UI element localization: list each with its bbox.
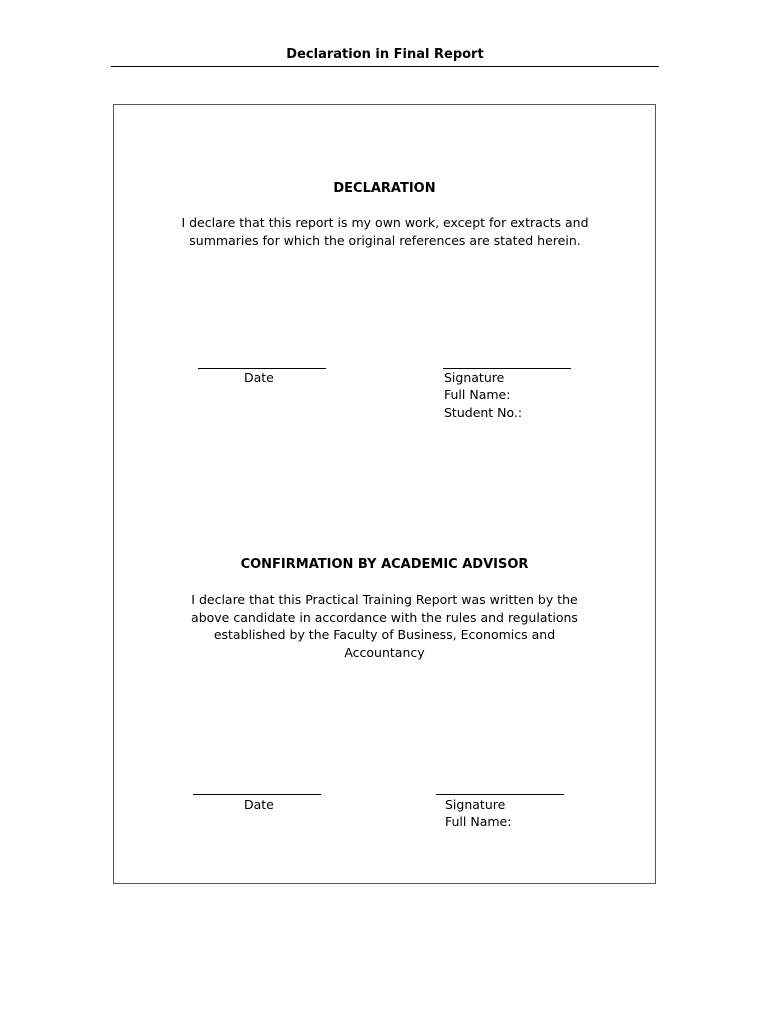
confirmation-date-label: Date [244, 797, 274, 812]
declaration-title: DECLARATION [333, 181, 436, 196]
declaration-date-label: Date [244, 370, 274, 385]
declaration-signature-label: Signature [444, 370, 505, 385]
confirmation-date-line[interactable] [193, 794, 321, 795]
page-title: Declaration in Final Report [286, 47, 484, 62]
declaration-form-frame [113, 104, 656, 884]
confirmation-text: I declare that this Practical Training Report was written by the above candidate in accordance with the rules and regulations established by the Faculty of Business, Economics and Accountancy [191, 592, 578, 660]
declaration-student-no-label: Student No.: [444, 405, 523, 420]
confirmation-title: CONFIRMATION BY ACADEMIC ADVISOR [240, 557, 529, 572]
declaration-text: I declare that this report is my own work, except for extracts and summaries for which the original references are stated herein. [181, 215, 589, 248]
confirmation-signature-label: Signature [445, 797, 506, 812]
declaration-full-name-label: Full Name: [444, 387, 511, 402]
confirmation-signature-line[interactable] [436, 794, 564, 795]
page-header [111, 46, 659, 67]
confirmation-full-name-label: Full Name: [445, 814, 512, 829]
